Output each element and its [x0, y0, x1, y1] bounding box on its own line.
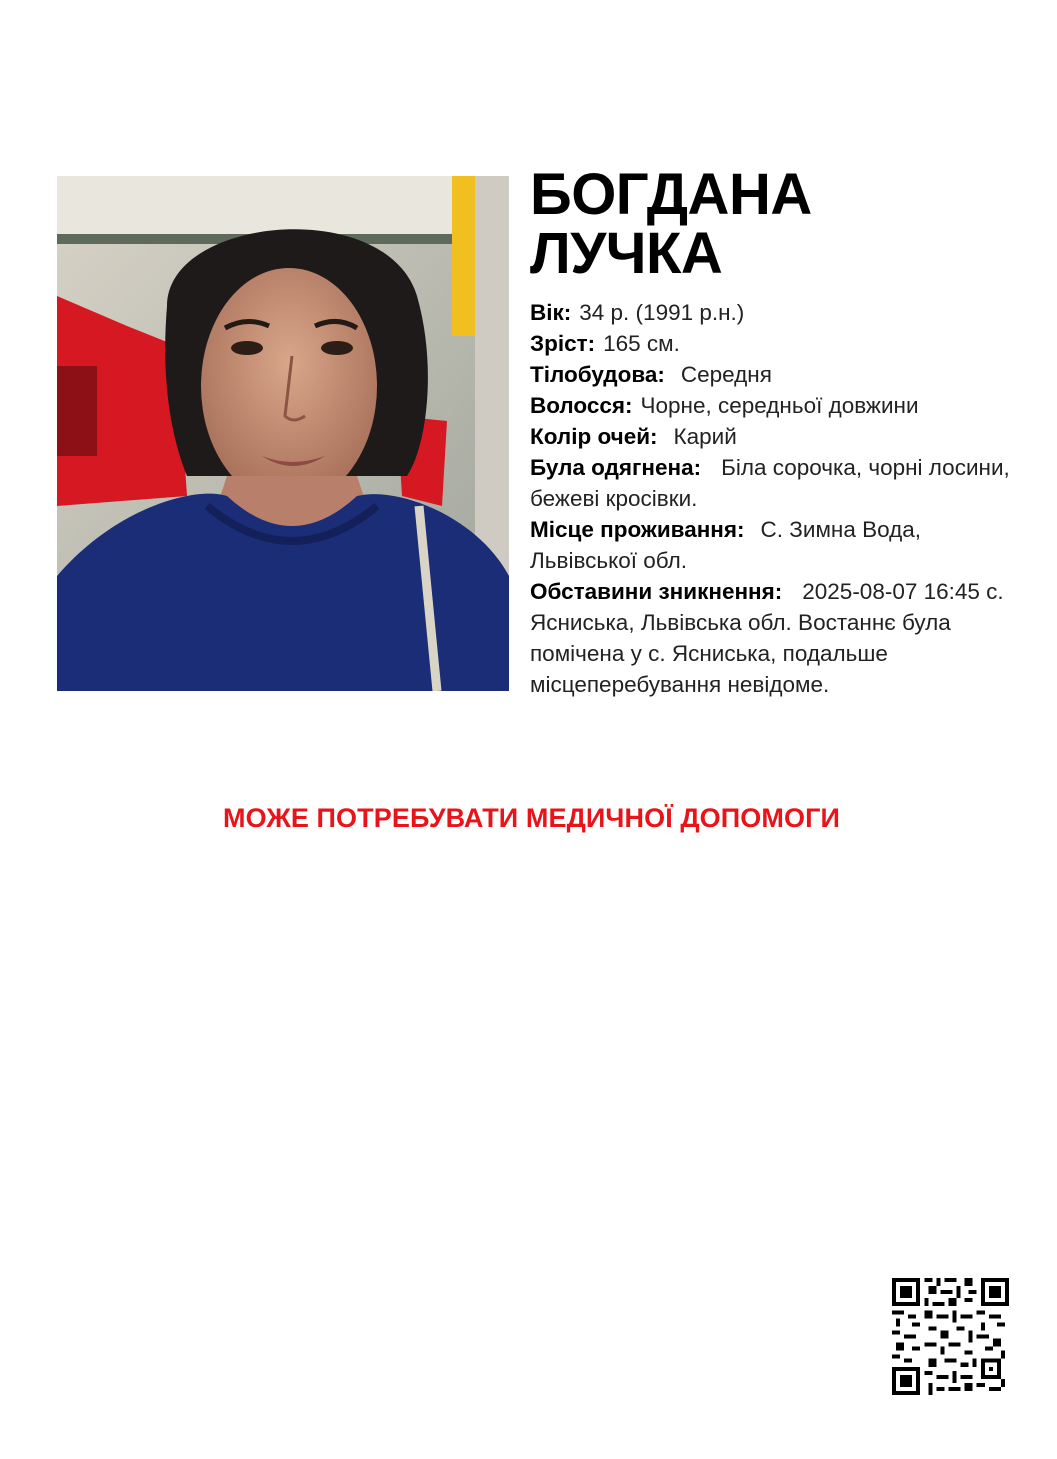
detail-label: Обставини зникнення: [530, 579, 783, 604]
detail-value: 34 р. (1991 р.н.) [579, 300, 745, 325]
detail-value: Карий [673, 424, 737, 449]
person-photo [57, 176, 509, 691]
detail-label: Зріст: [530, 331, 596, 356]
detail-label: Волосся: [530, 393, 633, 418]
detail-build [530, 359, 1030, 390]
detail-label: Колір очей: [530, 424, 658, 449]
detail-label: Місце проживання: [530, 517, 745, 542]
detail-residence [530, 514, 1030, 576]
detail-value: С. Зимна Вода, Львівської обл. [530, 517, 922, 573]
detail-hair [530, 390, 1030, 421]
detail-height [530, 328, 1030, 359]
portrait-photo-image [57, 176, 509, 691]
detail-value: Чорне, середньої довжини [640, 393, 919, 418]
detail-label: Була одягнена: [530, 455, 702, 480]
first-name: БОГДАНА [530, 162, 812, 227]
detail-value: 165 см. [603, 331, 680, 356]
detail-age [530, 297, 1030, 328]
person-name [530, 162, 812, 286]
qr-code-icon[interactable] [892, 1278, 1009, 1395]
qr-code-graphic [892, 1278, 1009, 1395]
detail-value: Біла сорочка, чорні лосини, бежеві кросівки. [530, 455, 1010, 511]
detail-value: Середня [680, 362, 772, 387]
detail-eye-color [530, 421, 1030, 452]
detail-label: Вік: [530, 300, 572, 325]
medical-alert: МОЖЕ ПОТРЕБУВАТИ МЕДИЧНОЇ ДОПОМОГИ [222, 803, 841, 833]
detail-clothing [530, 452, 1030, 514]
person-details [530, 297, 1030, 700]
detail-value: 2025-08-07 16:45 с. Ясниська, Львівська обл. Востаннє була помічена у с. Ясниська, подальше місцеперебування невідоме. [530, 579, 1004, 697]
detail-circumstances [530, 576, 1030, 700]
last-name: ЛУЧКА [530, 221, 723, 286]
detail-label: Тілобудова: [530, 362, 665, 387]
